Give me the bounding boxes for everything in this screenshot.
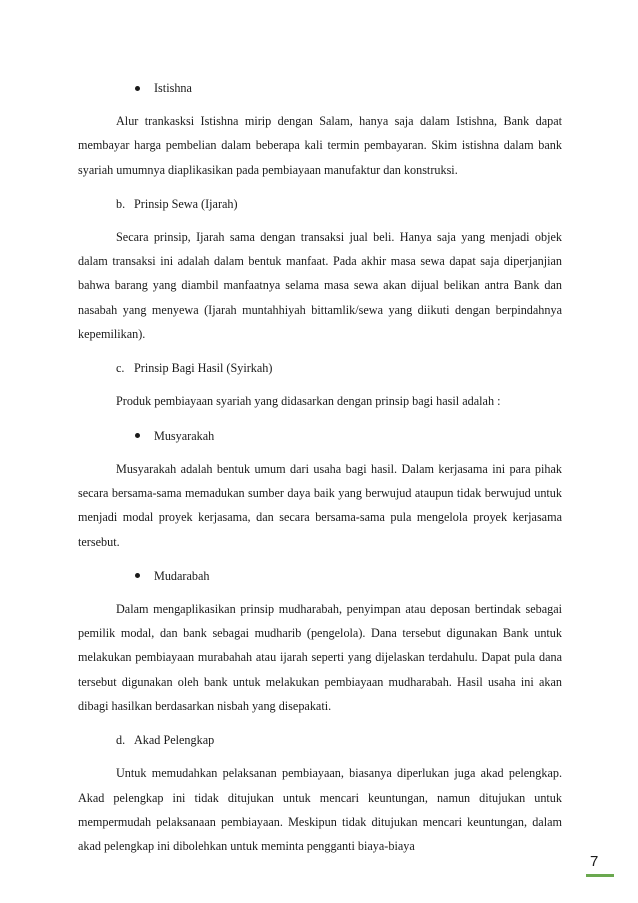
paragraph-istishna: Alur trankasksi Istishna mirip dengan Salam, hanya saja dalam Istishna, Bank dapat membayar harga pembelian dalam beberapa kali termin pembayaran. Skim istishna dalam bank syariah umumnya diaplikasikan pada pembiayaan manufaktur dan konstruksi. [78,114,562,177]
bullet-title: Mudarabah [154,568,210,583]
bullet-title: Musyarakah [154,428,215,443]
page-number-underline [586,874,614,877]
heading-ijarah [78,192,562,216]
bullet-title: Istishna [154,81,192,95]
heading-title: Prinsip Sewa (Ijarah) [134,196,238,211]
bullet-istishna [78,76,562,100]
bullet-dot-icon [135,573,140,578]
bullet-dot-icon [135,433,140,438]
list-marker: b. [116,196,126,211]
paragraph-mudarabah: Dalam mengaplikasikan prinsip mudharabah, penyimpan atau deposan bertindak sebagai pemilik modal, dan bank sebagai mudharib (pengelola). Dana tersebut digunakan Bank untuk melakukan pembiayaan murabahah atau ijarah seperti yang dijelaskan terdahulu. Dapat pula dana tersebut digunakan oleh bank untuk melakukan pembiayaan mudharabah. Hasil usaha ini akan dibagi hasilkan berdasarkan nisbah yang disepakati. [78,601,562,714]
paragraph-syirkah: Produk pembiayaan syariah yang didasarkan dengan prinsip bagi hasil adalah : [116,394,501,409]
paragraph-pelengkap: Untuk memudahkan pelaksanan pembiayaan, biasanya diperlukan juga akad pelengkap. Akad pelengkap ini tidak ditujukan untuk mencari keuntungan, namun ditujukan untuk mempermudah pelaksanaan pembiayaan. Meskipun tidak ditujukan mencari keuntungan, dalam akad pelengkap ini dibolehkan untuk meminta pengganti biaya-biaya [78,766,562,854]
bullet-musyarakah [78,424,562,448]
heading-title: Prinsip Bagi Hasil (Syirkah) [134,361,273,376]
list-marker: c. [116,361,125,376]
page-content [78,76,562,859]
heading-syirkah [78,356,562,380]
page-number: 7 [590,853,599,870]
paragraph-musyarakah: Musyarakah adalah bentuk umum dari usaha bagi hasil. Dalam kerjasama ini para pihak secara bersama-sama memadukan sumber daya baik yang berwujud ataupun tidak berwujud untuk menjadi modal proyek kerjasama, dan secara bersama-sama pula mengelola proyek kerjasama tersebut. [78,461,562,549]
heading-pelengkap [78,728,562,752]
bullet-mudarabah [78,564,562,588]
paragraph-ijarah: Secara prinsip, Ijarah sama dengan transaksi jual beli. Hanya saja yang menjadi objek dalam transaksi ini adalah dalam bentuk manfaat. Pada akhir masa sewa dapat saja diperjanjian bahwa barang yang diambil manfaatnya selama masa sewa akan dijual belikan antra Bank dan nasabah yang menyewa (Ijarah muntahhiyah bittamlik/sewa yang diikuti dengan berpindahnya kepemilikan). [78,229,562,342]
bullet-dot-icon [135,86,140,91]
heading-title: Akad Pelengkap [134,733,215,748]
list-marker: d. [116,733,126,748]
